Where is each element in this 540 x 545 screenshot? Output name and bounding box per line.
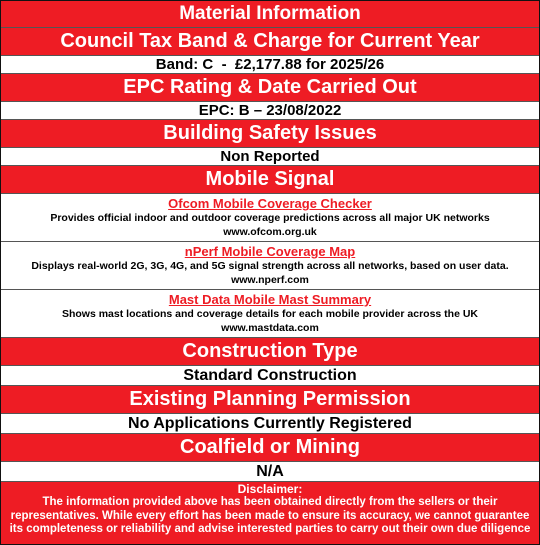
mastdata-url: www.mastdata.com [221, 322, 319, 334]
construction-value-text: Standard Construction [183, 366, 357, 384]
coalfield-heading-text: Coalfield or Mining [180, 436, 360, 458]
ofcom-description: Provides official indoor and outdoor coverage predictions across all major UK networks [50, 212, 490, 224]
provider-ofcom [1, 194, 539, 242]
epc-value [1, 102, 539, 120]
planning-heading-text: Existing Planning Permission [129, 388, 411, 410]
planning-value-text: No Applications Currently Registered [128, 414, 412, 432]
building-safety-heading-text: Building Safety Issues [163, 122, 377, 144]
construction-heading-text: Construction Type [182, 340, 358, 362]
building-safety-heading [1, 120, 539, 148]
disclaimer-box [1, 482, 539, 544]
mastdata-description: Shows mast locations and coverage details for each mobile provider across the UK [61, 308, 479, 320]
coalfield-heading [1, 434, 539, 462]
ofcom-coverage-link[interactable]: Ofcom Mobile Coverage Checker [168, 196, 372, 211]
nperf-url: www.nperf.com [231, 274, 309, 286]
nperf-description: Displays real-world 2G, 3G, 4G, and 5G signal strength across all networks, based on user data. [31, 260, 509, 272]
coalfield-value-text: N/A [256, 462, 284, 480]
coalfield-value [1, 462, 539, 482]
planning-heading [1, 386, 539, 414]
council-tax-value [1, 56, 539, 74]
ofcom-url: www.ofcom.org.uk [223, 226, 317, 238]
mobile-signal-heading-text: Mobile Signal [205, 168, 335, 190]
disclaimer-title: Disclaimer: [237, 482, 303, 496]
construction-heading [1, 338, 539, 366]
epc-value-text: EPC: B – 23/08/2022 [198, 102, 342, 119]
provider-nperf [1, 242, 539, 290]
council-tax-heading-text: Council Tax Band & Charge for Current Year [60, 30, 480, 52]
mastdata-summary-link[interactable]: Mast Data Mobile Mast Summary [168, 292, 372, 307]
planning-value [1, 414, 539, 434]
council-tax-heading [1, 28, 539, 56]
nperf-coverage-link[interactable]: nPerf Mobile Coverage Map [184, 244, 356, 259]
epc-heading [1, 74, 539, 102]
disclaimer-text: The information provided above has been obtained directly from the sellers or their representatives. While every effort has been made to ensure its accuracy, we cannot guarantee its completeness or reliability and advise interested parties to carry out their own due diligence [9, 496, 531, 535]
building-safety-value [1, 148, 539, 166]
council-tax-value-text: Band: C - £2,177.88 for 2025/26 [155, 56, 385, 73]
material-information-title [1, 1, 539, 28]
construction-value [1, 366, 539, 386]
epc-heading-text: EPC Rating & Date Carried Out [123, 76, 417, 98]
building-safety-value-text: Non Reported [220, 148, 320, 165]
provider-mastdata [1, 290, 539, 338]
page-title: Material Information [179, 3, 361, 24]
mobile-signal-heading [1, 166, 539, 194]
